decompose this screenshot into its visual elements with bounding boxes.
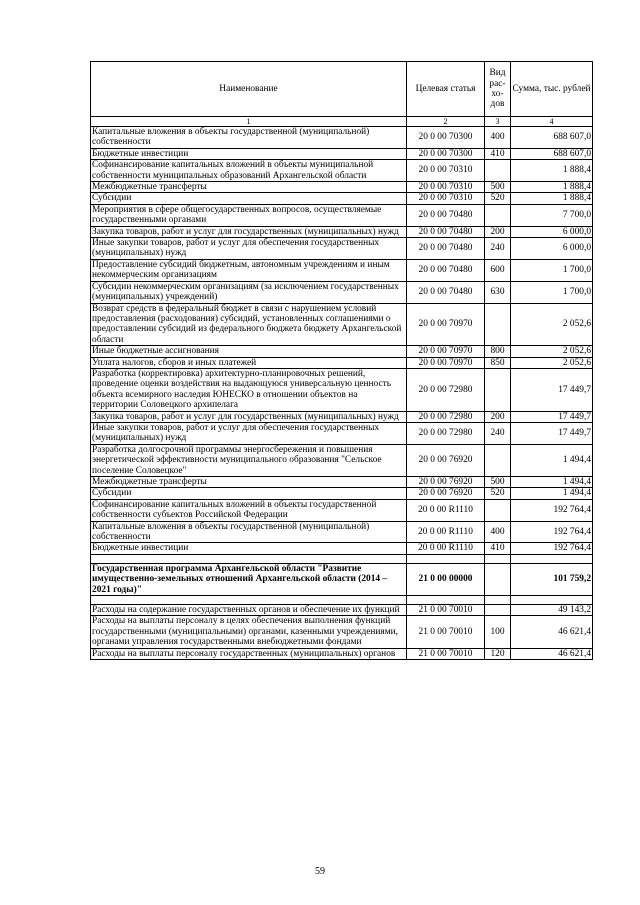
row-sum: 1 888,4 bbox=[511, 182, 593, 193]
row-sum: 2 052,6 bbox=[511, 303, 593, 346]
row-name: Субсидии bbox=[91, 193, 407, 204]
table-row bbox=[91, 616, 593, 648]
row-sum: 1 494,4 bbox=[511, 488, 593, 499]
table-row bbox=[91, 488, 593, 499]
row-sum: 46 621,4 bbox=[511, 648, 593, 659]
program-code: 21 0 00 00000 bbox=[407, 563, 485, 595]
row-code: 20 0 00 72980 bbox=[407, 411, 485, 422]
table-row bbox=[91, 281, 593, 303]
row-sum: 17 449,7 bbox=[511, 411, 593, 422]
table-row bbox=[91, 160, 593, 182]
row-name: Софинансирование капитальных вложений в объекты государственной собственности субъектов Российской Федерации bbox=[91, 499, 407, 521]
row-name: Закупка товаров, работ и услуг для государственных (муниципальных) нужд bbox=[91, 226, 407, 237]
row-code: 20 0 00 70310 bbox=[407, 193, 485, 204]
row-sum: 49 143,2 bbox=[511, 605, 593, 616]
row-vid: 520 bbox=[485, 193, 511, 204]
row-vid: 400 bbox=[485, 521, 511, 543]
row-code: 20 0 00 70480 bbox=[407, 259, 485, 281]
row-vid: 240 bbox=[485, 422, 511, 444]
row-sum: 192 764,4 bbox=[511, 543, 593, 554]
table-row bbox=[91, 346, 593, 357]
row-name: Капитальные вложения в объекты государственной (муниципальной) собственности bbox=[91, 127, 407, 149]
table-row bbox=[91, 303, 593, 346]
row-vid: 800 bbox=[485, 346, 511, 357]
row-vid: 240 bbox=[485, 238, 511, 260]
row-name: Предоставление субсидий бюджетным, автономным учреждениям и иным некоммерческим организациям bbox=[91, 259, 407, 281]
table-row bbox=[91, 543, 593, 554]
header-code: Целевая статья bbox=[407, 62, 485, 117]
row-name: Иные закупки товаров, работ и услуг для обеспечения государственных (муниципальных) нужд bbox=[91, 238, 407, 260]
table-row bbox=[91, 226, 593, 237]
column-number: 3 bbox=[485, 117, 511, 127]
header-sum: Сумма, тыс. рублей bbox=[511, 62, 593, 117]
table-row bbox=[91, 259, 593, 281]
row-vid bbox=[485, 160, 511, 182]
row-vid: 520 bbox=[485, 488, 511, 499]
row-vid: 500 bbox=[485, 182, 511, 193]
row-name: Разработка (корректировка) архитектурно-планировочных решений, проведение оценки воздействия на выдающуюся универсальную ценность объекта всемирного наследия ЮНЕСКО в отношении объектов на территории Соловецкого архипелага bbox=[91, 368, 407, 411]
row-vid: 500 bbox=[485, 477, 511, 488]
row-sum: 1 888,4 bbox=[511, 160, 593, 182]
row-sum: 1 700,0 bbox=[511, 281, 593, 303]
program-vid bbox=[485, 563, 511, 595]
page-number: 59 bbox=[315, 866, 325, 877]
row-name: Возврат средств в федеральный бюджет в связи с нарушением условий предоставления (расходования) субсидий, установленных соглашениями о предоставлении субсидий из федерального бюджета бюджету Архангельской области bbox=[91, 303, 407, 346]
row-name: Расходы на содержание государственных органов и обеспечение их функций bbox=[91, 605, 407, 616]
row-name: Уплата налогов, сборов и иных платежей bbox=[91, 357, 407, 368]
row-vid: 120 bbox=[485, 648, 511, 659]
row-code: 21 0 00 70010 bbox=[407, 616, 485, 648]
program-sum: 101 759,2 bbox=[511, 563, 593, 595]
row-vid: 630 bbox=[485, 281, 511, 303]
row-vid: 410 bbox=[485, 543, 511, 554]
row-name: Расходы на выплаты персоналу в целях обеспечения выполнения функций государственными (муниципальными) органами, казенными учреждениями, органами управления государственными внебюджетными фондами bbox=[91, 616, 407, 648]
row-code: 20 0 00 70480 bbox=[407, 281, 485, 303]
row-vid: 400 bbox=[485, 127, 511, 149]
row-name: Разработка долгосрочной программы энергосбережения и повышения энергетической эффективности муниципального образования "Сельское поселение Соловецкое" bbox=[91, 444, 407, 476]
table-row bbox=[91, 477, 593, 488]
row-vid: 600 bbox=[485, 259, 511, 281]
row-sum: 1 888,4 bbox=[511, 193, 593, 204]
row-sum: 1 494,4 bbox=[511, 477, 593, 488]
column-number: 1 bbox=[91, 117, 407, 127]
table-row bbox=[91, 648, 593, 659]
table-row bbox=[91, 499, 593, 521]
row-code: 20 0 00 R1110 bbox=[407, 499, 485, 521]
row-name: Расходы на выплаты персоналу государственных (муниципальных) органов bbox=[91, 648, 407, 659]
budget-table bbox=[90, 61, 593, 660]
row-name: Бюджетные инвестиции bbox=[91, 148, 407, 159]
column-number-row bbox=[91, 117, 593, 127]
row-name: Субсидии некоммерческим организациям (за исключением государственных (муниципальных) учреждений) bbox=[91, 281, 407, 303]
row-vid bbox=[485, 303, 511, 346]
row-vid: 410 bbox=[485, 148, 511, 159]
row-sum: 17 449,7 bbox=[511, 422, 593, 444]
row-name: Иные закупки товаров, работ и услуг для обеспечения государственных (муниципальных) нужд bbox=[91, 422, 407, 444]
table-row bbox=[91, 521, 593, 543]
table-row bbox=[91, 444, 593, 476]
row-code: 21 0 00 70010 bbox=[407, 648, 485, 659]
row-code: 20 0 00 72980 bbox=[407, 422, 485, 444]
header-vid: Вид рас-хо-дов bbox=[485, 62, 511, 117]
row-sum: 688 607,0 bbox=[511, 148, 593, 159]
table-row bbox=[91, 127, 593, 149]
row-vid bbox=[485, 499, 511, 521]
table-row bbox=[91, 411, 593, 422]
row-sum: 6 000,0 bbox=[511, 226, 593, 237]
row-vid bbox=[485, 605, 511, 616]
column-number: 4 bbox=[511, 117, 593, 127]
row-name: Мероприятия в сфере общегосударственных вопросов, осуществляемые государственными органами bbox=[91, 204, 407, 226]
row-code: 20 0 00 76920 bbox=[407, 477, 485, 488]
table-row bbox=[91, 204, 593, 226]
row-code: 20 0 00 70970 bbox=[407, 346, 485, 357]
spacer-row bbox=[91, 554, 593, 563]
row-vid bbox=[485, 204, 511, 226]
row-code: 20 0 00 70480 bbox=[407, 204, 485, 226]
row-code: 20 0 00 70480 bbox=[407, 226, 485, 237]
row-code: 20 0 00 72980 bbox=[407, 368, 485, 411]
row-sum: 1 494,4 bbox=[511, 444, 593, 476]
row-code: 20 0 00 R1110 bbox=[407, 543, 485, 554]
row-vid: 100 bbox=[485, 616, 511, 648]
header-row bbox=[91, 62, 593, 117]
row-name: Субсидии bbox=[91, 488, 407, 499]
program-row bbox=[91, 563, 593, 595]
row-code: 20 0 00 70970 bbox=[407, 357, 485, 368]
row-sum: 7 700,0 bbox=[511, 204, 593, 226]
row-vid: 850 bbox=[485, 357, 511, 368]
program-name: Государственная программа Архангельской области "Развитие имущественно-земельных отношений Архангельской области (2014 – 2021 годы)" bbox=[91, 563, 407, 595]
row-code: 20 0 00 70480 bbox=[407, 238, 485, 260]
row-vid bbox=[485, 444, 511, 476]
row-vid bbox=[485, 368, 511, 411]
row-sum: 1 700,0 bbox=[511, 259, 593, 281]
row-code: 20 0 00 76920 bbox=[407, 488, 485, 499]
row-code: 20 0 00 70970 bbox=[407, 303, 485, 346]
row-code: 21 0 00 70010 bbox=[407, 605, 485, 616]
row-name: Закупка товаров, работ и услуг для государственных (муниципальных) нужд bbox=[91, 411, 407, 422]
row-code: 20 0 00 70300 bbox=[407, 127, 485, 149]
row-sum: 192 764,4 bbox=[511, 499, 593, 521]
table-row bbox=[91, 182, 593, 193]
row-name: Софинансирование капитальных вложений в объекты муниципальной собственности муниципальных образований Архангельской области bbox=[91, 160, 407, 182]
row-code: 20 0 00 70310 bbox=[407, 160, 485, 182]
table-row bbox=[91, 605, 593, 616]
row-code: 20 0 00 76920 bbox=[407, 444, 485, 476]
table-row bbox=[91, 193, 593, 204]
row-name: Межбюджетные трансферты bbox=[91, 182, 407, 193]
table-row bbox=[91, 148, 593, 159]
row-sum: 6 000,0 bbox=[511, 238, 593, 260]
row-name: Капитальные вложения в объекты государственной (муниципальной) собственности bbox=[91, 521, 407, 543]
row-code: 20 0 00 R1110 bbox=[407, 521, 485, 543]
table-row bbox=[91, 422, 593, 444]
table-row bbox=[91, 368, 593, 411]
row-sum: 688 607,0 bbox=[511, 127, 593, 149]
row-name: Межбюджетные трансферты bbox=[91, 477, 407, 488]
row-sum: 17 449,7 bbox=[511, 368, 593, 411]
row-sum: 46 621,4 bbox=[511, 616, 593, 648]
row-sum: 2 052,6 bbox=[511, 346, 593, 357]
row-vid: 200 bbox=[485, 411, 511, 422]
row-name: Иные бюджетные ассигнования bbox=[91, 346, 407, 357]
row-vid: 200 bbox=[485, 226, 511, 237]
row-sum: 2 052,6 bbox=[511, 357, 593, 368]
spacer-row bbox=[91, 596, 593, 605]
row-code: 20 0 00 70300 bbox=[407, 148, 485, 159]
table-row bbox=[91, 357, 593, 368]
row-name: Бюджетные инвестиции bbox=[91, 543, 407, 554]
row-sum: 192 764,4 bbox=[511, 521, 593, 543]
row-code: 20 0 00 70310 bbox=[407, 182, 485, 193]
table-row bbox=[91, 238, 593, 260]
header-name: Наименование bbox=[91, 62, 407, 117]
column-number: 2 bbox=[407, 117, 485, 127]
